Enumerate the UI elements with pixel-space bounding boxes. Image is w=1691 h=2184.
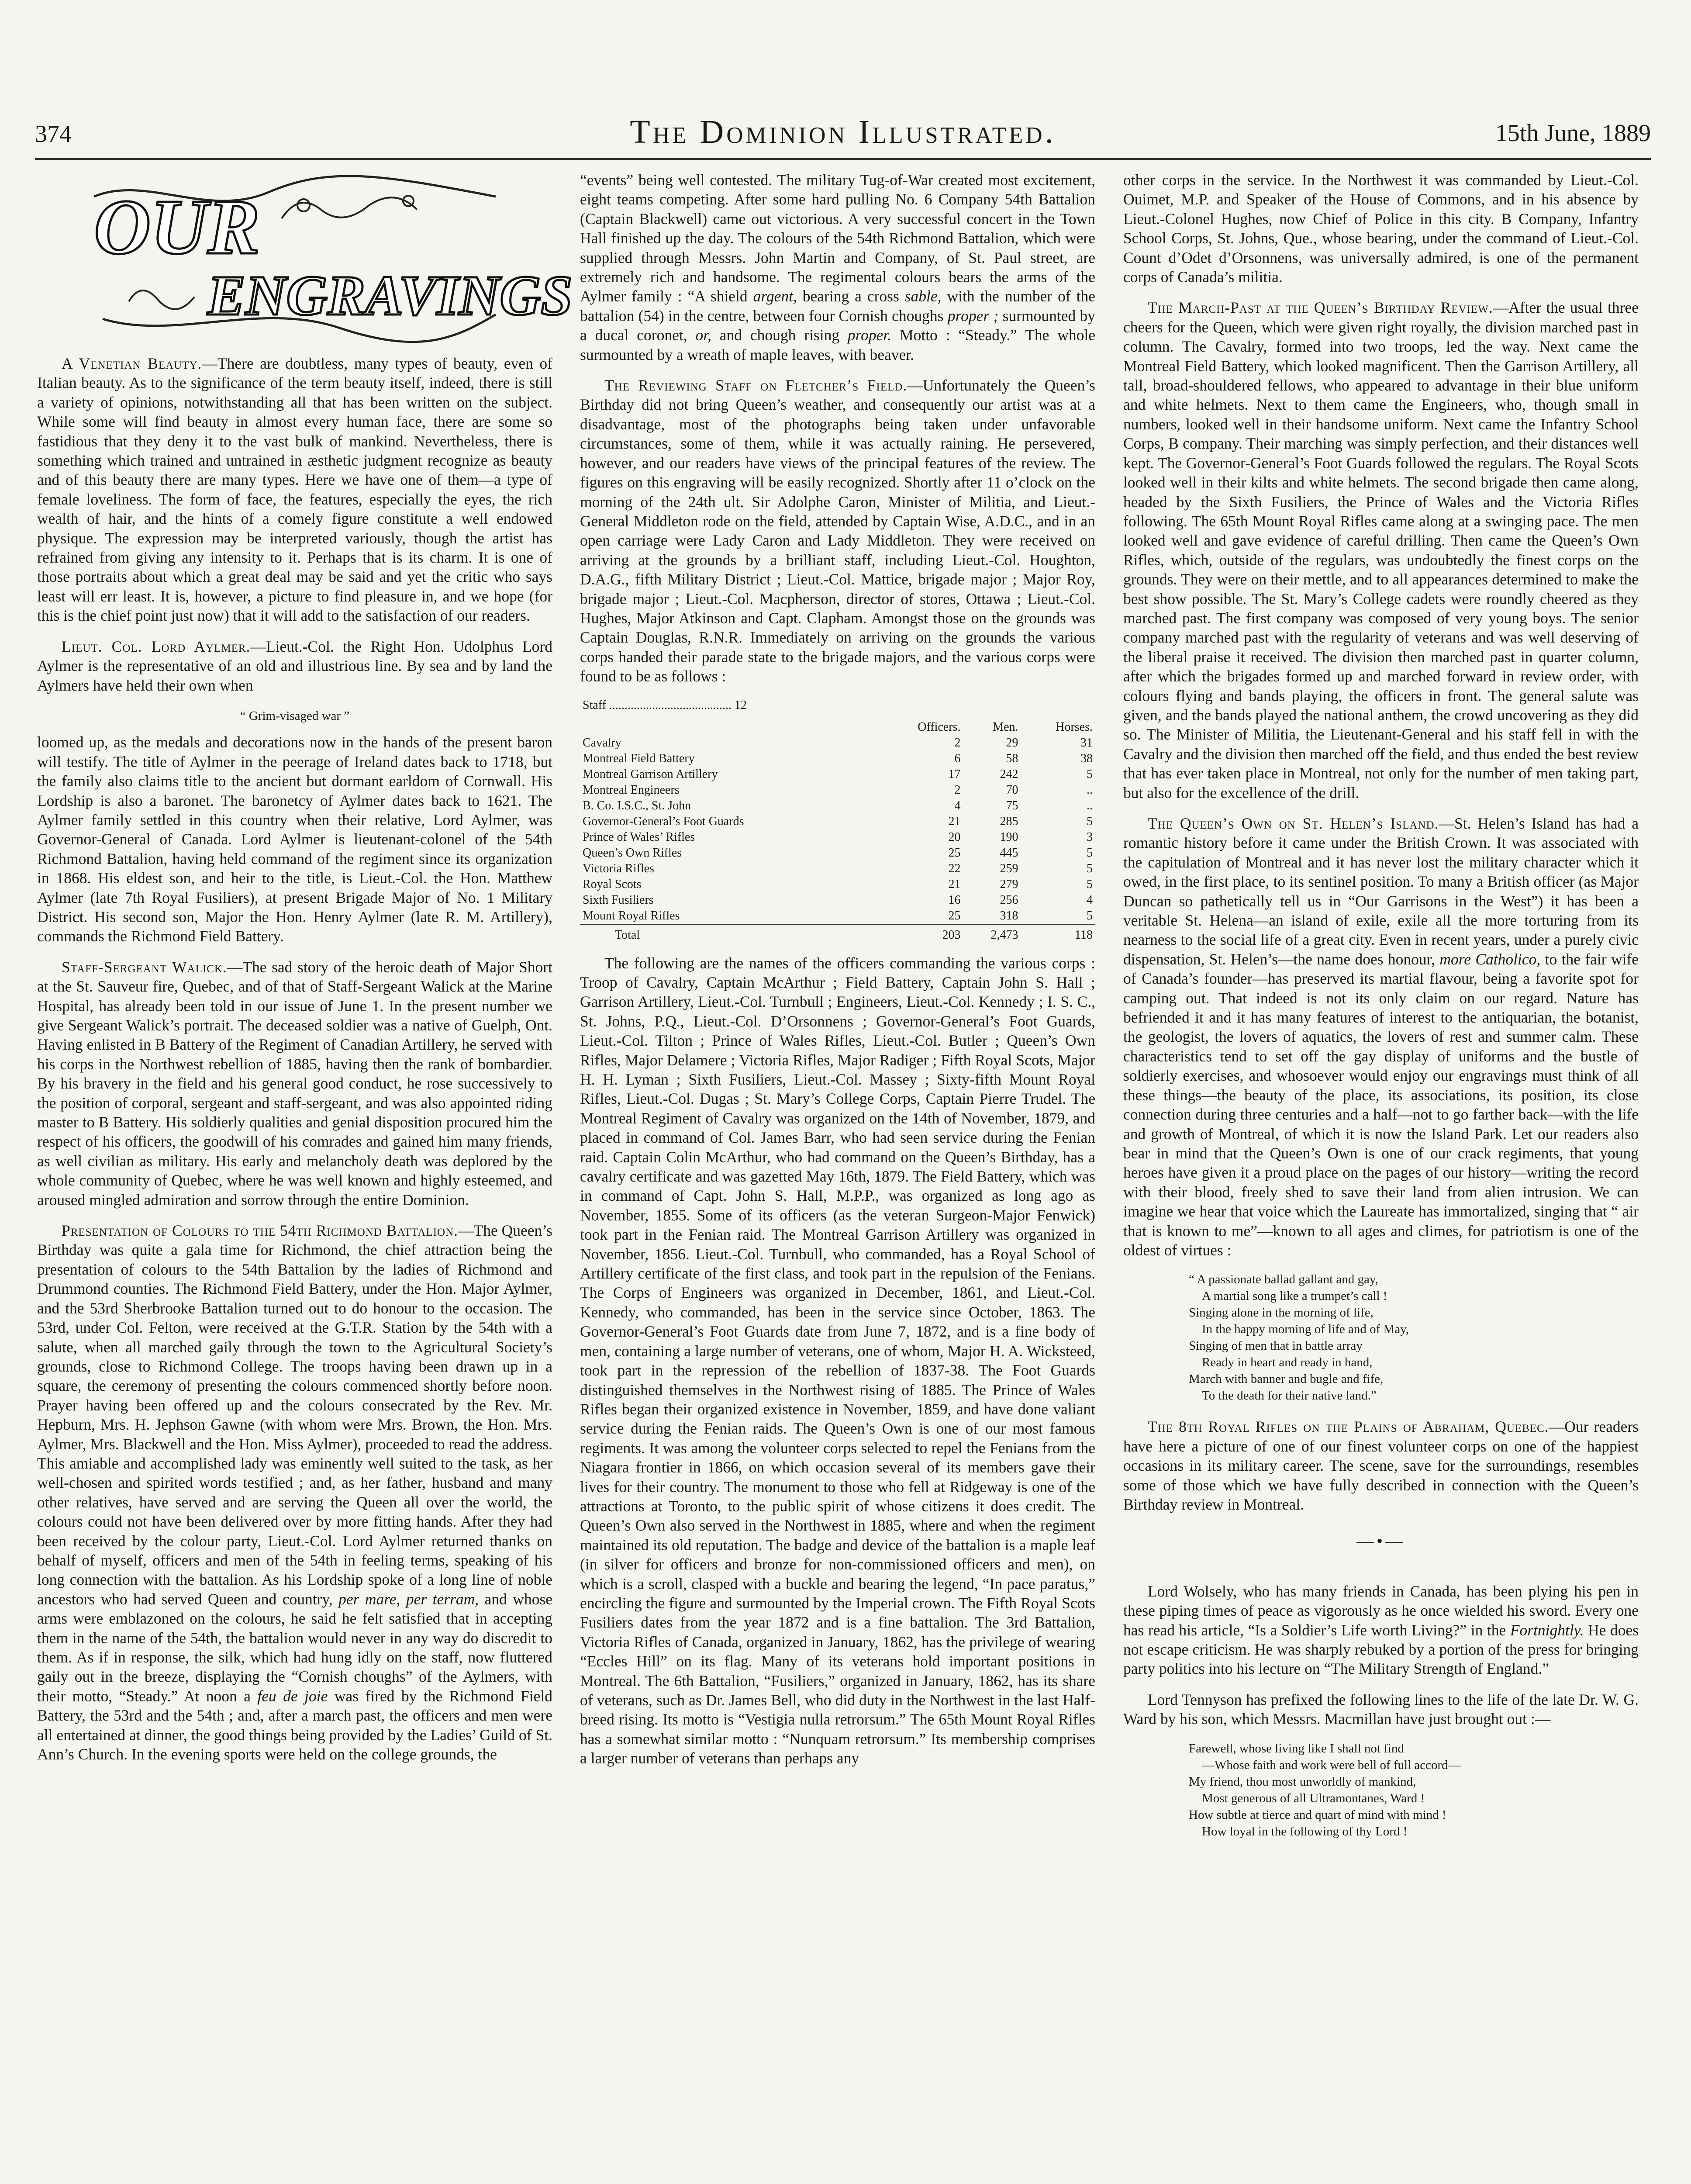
table-row: Prince of Wales’ Rifles 20 190 3 bbox=[583, 830, 1093, 844]
article-venetian-beauty: A Venetian Beauty.—There are doubtless, many types of beauty, even of Italian beauty. As to the significance of the term beauty itself, indeed, there is still a variety of opinions, notwithstanding all that has been written on the subject. While some will find beauty in almost every human face, there are some so fastidious that they deny it to the vast bulk of mankind. Nevertheless, there is something which trained and untrained in æsthetic judgment recognize as beauty and of this beauty there are many types. Here we have one of them—a type of female loveliness. The form of face, the features, especially the eyes, the rich wealth of hair, and the hints of a comely figure constitute a well endowed physique. The expression may be interpreted variously, though the artist has refrained from giving any intensity to it. Perhaps that is its charm. It is one of those portraits about which a great deal may be said and yet the critic who says least will err least. It is, however, a picture to find pleasure in, and we hope (for this is the chief point just now) that it will add to the satisfaction of our readers. bbox=[37, 355, 552, 625]
parade-state-table bbox=[580, 698, 1095, 943]
section-separator: —•— bbox=[1356, 1531, 1405, 1551]
table-header: Officers. bbox=[918, 720, 961, 734]
table-row: Governor-General’s Foot Guards 21 285 5 bbox=[583, 814, 1093, 828]
table-row: Royal Scots 21 279 5 bbox=[583, 877, 1093, 891]
article-queens-own-st-helens: The Queen’s Own on St. Helen’s Island.—St. Helen’s Island has had a romantic history before it came under the British Crown. It was associated with the capitulation of Montreal and it has never lost the military character which it owed, in the first place, to its sentinel position. To many a British officer (as Major Duncan so pathetically tell us in “Our Garrisons in the West”) it has been a veritable St. Helena—an island of exile, exile all the more torturing from its nearness to the social life of a great city. Even in recent years, under a purely civic dispensation, St. Helen’s—the name does honour, more Catholico, to the fair wife of Canada’s founder—has preserved its martial flavour, being a favorite spot for camping out. That indeed is not its only claim on our regard. Nature has befriended it and it has many features of interest to the antiquarian, the botanist, the geologist, the lovers of aquatics, the lovers of rest and summer calm. These characteristics tend to set off the gay display of uniforms and the bustle of soldierly exercises, and whosoever would enjoy our engravings must think of all these things—the beauty of the place, its associations, its position, its close connection during three centuries and a half—not to go farther back—with the life and growth of Montreal, of which it is now the Island Park. Let our readers also bear in mind that the Queen’s Own is one of our crack regiments, that young heroes have given it a proud place on the pages of our history—writing the record with their blood, freely shed to save their land from alien intrusion. We can imagine we hear that voice which the Laureate has immortalized, singing that “ air that is known to me”—known to all ages and climes, for patriotism is one of the oldest of virtues : bbox=[1123, 815, 1639, 1259]
our-engravings-header bbox=[37, 170, 573, 345]
article-commanding-officers: The following are the names of the officers commanding the various corps : Troop of Cavalry, Captain McArthur ; Field Battery, Captain John S. Hall ; Garrison Artillery, Lieut.-Col. Turnbull ; Engineers, Lieut.-Col. Kennedy ; I. S. C., St. Johns, P.Q., Lieut.-Col. D’Orsonnens ; Governor-General’s Foot Guards, Lieut.-Col. Tilton ; Prince of Wales Rifles, Lieut.-Col. Butler ; Queen’s Own Rifles, Major Delamere ; Victoria Rifles, Major Radiger ; Fifth Royal Scots, Major H. H. Lyman ; Sixth Fusiliers, Lieut.-Col. Massey ; Sixty-fifth Mount Royal Rifles, Lieut.-Col. Dugas ; St. Mary’s College Corps, Captain Pierre Trudel. The Montreal Regiment of Cavalry was organized on the 14th of November, 1879, and placed in command of Col. James Barr, who had seen service during the Fenian raid. Captain Colin McArthur, who had command on the Queen’s Birthday, has a cavalry certificate and was gazetted May 16th, 1879. The Field Battery, which was in command of Capt. John S. Hall, M.P.P., was organized as long ago as November, 1855. Some of its officers (as the veteran Surgeon-Major Fenwick) took part in the Fenian raid. The Montreal Garrison Artillery was organized in November, 1856. Lieut.-Col. Turnbull, who commanded, has a Royal School of Artillery certificate of the first class, and took part in the repulsion of the Fenians. The Corps of Engineers was organized in December, 1861, and Lieut.-Col. Kennedy, who commanded, has been in the service since October, 1863. The Governor-General’s Foot Guards date from June 7, 1872, and is a fine body of men, containing a large number of veterans, one of whom, Major H. A. Wicksteed, took part in the repression of the rebellion of 1837-38. The Foot Guards distinguished themselves in the Northwest rising of 1885. The Prince of Wales Rifles began their organized existence in November, 1859, and have done valiant service during the Fenian raids. The Queen’s Own is one of our most famous regiments. It was among the volunteer corps selected to repel the Fenians from the Niagara frontier in 1866, on which occasion several of its members gave their lives for their country. The monument to those who fell at Ridgeway is one of the attractions at Toronto, to the public spirit of whose citizens it does credit. The Queen’s Own also served in the Northwest in 1885, where and when the regiment maintained its old reputation. The badge and device of the battalion is a maple leaf (in silver for officers and bronze for non-commissioned officers and men), on which is a scroll, clasped with a buckle and bearing the legend, “In pace paratus,” encircling the figure and surmounted by the Imperial crown. The Fifth Royal Scots Fusiliers dates from the year 1872 and is a fine battalion. The 3rd Battalion, Victoria Rifles of Canada, organized in January, 1862, has the privilege of wearing “Eccles Hill” on its flag. Many of its veterans hold important positions in Montreal. The 6th Battalion, “Fusiliers,” organized in January, 1862, has its share of veterans, such as Dr. James Bell, who did duty in the Northwest in the last Half-breed rising. Its motto is “Vestigia nulla retrorsum.” The 65th Mount Royal Rifles has a somewhat similar motto : “Nunquam retrorsum.” Its membership comprises a larger number of veterans than perhaps any bbox=[580, 954, 1095, 1767]
decorative-flourish-icon bbox=[76, 170, 573, 345]
table-row: B. Co. I.S.C., St. John 4 75 .. bbox=[583, 798, 1093, 812]
table-header-row bbox=[580, 719, 1095, 735]
publication-title: The Dominion Illustrated. bbox=[630, 114, 1056, 150]
table-row: Victoria Rifles 22 259 5 bbox=[583, 861, 1093, 875]
article-march-past: The March-Past at the Queen’s Birthday Review.—After the usual three cheers for the Queen, which were given right royally, the division marched past in column. The Cavalry, formed into two troops, led the way. Next came the Montreal Field Battery, which looked magnificent. Then the Garrison Artillery, all tall, broad-shouldered fellows, who appeared to advantage in their blue uniform and white helmets. Next to them came the Engineers, who, though small in numbers, looked well in their handsome uniform. Next came the Infantry School Corps, B company. Their marching was simply perfection, and their distances well kept. The Governor-General’s Foot Guards followed the regulars. The Royal Scots looked well in their kilts and white helmets. The second brigade then came along, headed by the Sixth Fusiliers, the Prince of Wales and the Victoria Rifles following. The 65th Mount Royal Rifles came along at a swinging pace. The men looked well and gave evidence of careful drilling. Then came the Queen’s Own Rifles, which, outside of the regulars, was undoubtedly the finest corps on the grounds. They were on their mettle, and to all appearances determined to make the best show possible. The St. Mary’s College cadets were roundly cheered as they marched past. The first company was composed of very young boys. The senior company marched past with the regularity of veterans and was well deserving of the liberal praise it received. The division then marched past in quarter column, after which the brigades formed up and marched forward in review order, with colours flying and bands playing, the officers in front. The general salute was given, and the bands played the national anthem, the crowd uncovering as they did so. The Minister of Militia, the Lieutenant-General and his staff fell in with the Cavalry and the division then marched off the field, and thus ended the best review that has ever taken place in Montreal, not only for the number of men taking part, but also for the excellence of the drill. bbox=[1123, 299, 1639, 802]
poem-passionate-ballad: “ A passionate ballad gallant and gay, A martial song like a trumpet’s call ! Singing alone in the morning of life, In the happy morning of life and of May, Singing of men that in battle array Ready in heart and ready in hand, March with banner and bugle and fife, To the death for their native land.” bbox=[1189, 1272, 1409, 1403]
table-cell: Staff ........................................ 12 bbox=[583, 698, 747, 712]
table-row: Montreal Engineers 2 70 .. bbox=[583, 783, 1093, 797]
article-colours-cont: “events” being well contested. The military Tug-of-War created most excitement, eight teams competing. After some hard pulling No. 6 Company 54th Battalion (Captain Blackwell) came out victorious. A very successful concert in the Town Hall finished up the day. The colours of the 54th Richmond Battalion, which were supplied through Messrs. John Martin and Company, of St. Paul street, are extremely rich and handsome. The regimental colours bears the arms of the Aylmer family : “A shield argent, bearing a cross sable, with the number of the battalion (54) in the centre, between four Cornish choughs proper ; surmounted by a ducal coronet, or, and chough rising proper. Motto : “Steady.” The whole surmounted by a wreath of maple leaves, with beaver. bbox=[580, 171, 1096, 363]
issue-date: 15th June, 1889 bbox=[1495, 120, 1651, 147]
table-row: Queen’s Own Rifles 25 445 5 bbox=[583, 846, 1093, 860]
masthead-rule bbox=[35, 158, 1651, 160]
note-lord-tennyson: Lord Tennyson has prefixed the following lines to the life of the late Dr. W. G. Ward by his son, which Messrs. Macmillan have just brought out :— bbox=[1123, 1690, 1639, 1728]
column-1 bbox=[37, 170, 573, 2184]
article-reviewing-staff: The Reviewing Staff on Fletcher’s Field.—Unfortunately the Queen’s Birthday did not bring Queen’s weather, and consequently our artist was at a disadvantage, most of the photographs being taken under unfavorable circumstances, some of them, while it was actually raining. He persevered, however, and our readers have views of the principal features of the review. The figures on this engraving will be easily recognized. Shortly after 11 o’clock on the morning of the 24th ult. Sir Adolphe Caron, Minister of Militia, and Lieut.-General Middleton rode on the field, attended by Captain Wise, A.D.C., and in an open carriage were Lady Caron and Lady Middleton. They were received on arriving at the grounds by a brilliant staff, including Lieut.-Col. Houghton, D.A.G., fifth Military District ; Lieut.-Col. Mattice, brigade major ; Major Roy, brigade major ; Lieut.-Col. Macpherson, director of stores, Ottawa ; Lieut.-Col. Hughes, Major Atkinson and Capt. Clapham. Amongst those on the grounds was Captain Douglas, R.N.R. Immediately on arriving on the grounds the various corps handed their parade state to the brigade majors, and the various corps were found to be as follows : bbox=[580, 377, 1095, 685]
article-reviewing-staff-cont: other corps in the service. In the Northwest it was commanded by Lieut.-Col. Ouimet, M.P. and Speaker of the House of Commons, and in his absence by Lieut.-Colonel Hughes, now Chief of Police in this city. B Company, Infantry School Corps, St. Johns, Que., whose bearing, under the command of Lieut.-Col. Count d’Odet d’Orsonnens, was universally admired, is one of the permanent corps of Canada’s militia. bbox=[1123, 171, 1639, 286]
poem-tennyson-farewell: Farewell, whose living like I shall not find —Whose faith and work were bell of full accord— My friend, thou most unworldly of mankind, Most generous of all Ultramontanes, Ward ! How subtle at tierce and quart of mind with mind ! How loyal in the following of thy Lord ! bbox=[1189, 1741, 1461, 1838]
table-row: Montreal Field Battery 6 58 38 bbox=[583, 751, 1093, 765]
note-lord-wolsely: Lord Wolsely, who has many friends in Canada, has been plying his pen in these piping times of peace as vigorously as he once wielded his sword. Every one has read his article, “Is a Soldier’s Life worth Living?” in the Fortnightly. He does not escape criticism. He was sharply rebuked by a portion of the press for bringing party politics into his lecture on “The Military Strength of England.” bbox=[1123, 1582, 1639, 1678]
quote-grim-visaged-war: “ Grim-visaged war ” bbox=[240, 708, 350, 723]
page-number: 374 bbox=[35, 121, 72, 148]
table-row: Mount Royal Rifles 25 318 5 bbox=[583, 909, 1093, 923]
header-word-our: OUR bbox=[94, 183, 260, 270]
article-lord-aylmer: Lieut. Col. Lord Aylmer.—Lieut.-Col. the Right Hon. Udolphus Lord Aylmer is the representative of an old and illustrious line. By sea and by land the Aylmers have held their own when bbox=[37, 637, 552, 694]
table-row-total: Total 203 2,473 118 bbox=[580, 924, 1095, 943]
article-presentation-of-colours: Presentation of Colours to the 54th Richmond Battalion.—The Queen’s Birthday was quite a gala time for Richmond, the chief attraction being the presentation of colours to the 54th Battalion by the ladies of Richmond and Drummond counties. The Richmond Field Battery, under the Hon. Major Aylmer, and the 53rd Sherbrooke Battalion turned out to do honour to the occasion. The 53rd, under Col. Felton, were received at the G.T.R. Station by the 54th with a salute, when all marched gaily through the town to the Agricultural Society’s grounds, close to Richmond College. The troops having been drawn up in a square, the ceremony of presenting the colours commenced shortly before noon. Prayer having been offered up and the colours consecrated by the Rev. Mr. Hepburn, Mrs. H. Jephson Gawne (with whom were Mrs. Brown, the Hon. Mrs. Aylmer, Mrs. Blackwell and the Hon. Miss Aylmer), proceeded to read the address. This amiable and accomplished lady was eminently well suited to the task, as her well-chosen and spirited words testified ; and, as her father, husband and many other relatives, have served and are serving the Queen all over the world, the colours could not have been delivered over by more fitting hands. After they had been received by the colour party, Lieut.-Col. Lord Aylmer returned thanks on behalf of myself, officers and men of the 54th in feeling terms, speaking of his long connection with the battalion. As his Lordship spoke of a long line of noble ancestors who had served Queen and country, per mare, per terram, and whose arms were emblazoned on the colours, he said he felt satisfied that in accepting them in the name of the 54th, the battalion would never in any way do discredit to them. As if in response, the silk, which had hung idly on the staff, now fluttered gaily out in the breeze, displaying the “Cornish choughs” of the Aylmers, with their motto, “Steady.” At noon a feu de joie was fired by the Richmond Field Battery, the 53rd and the 54th ; and, after a march past, the officers and men were all entertained at dinner, the good things being provided by the Ladies’ Guild of St. Ann’s Church. In the evening sports were held on the college grounds, the bbox=[37, 1222, 553, 1763]
header-word-engravings: ENGRAVINGS bbox=[207, 264, 573, 327]
table-header bbox=[580, 719, 878, 735]
article-lord-aylmer-cont: loomed up, as the medals and decorations now in the hands of the present baron will testify. The title of Aylmer in the peerage of Ireland dates back to 1718, but the family also claims title to the ancient but dormant earldom of Cornwall. His Lordship is also a baronet. The baronetcy of Aylmer dates back to 1621. The Aylmer family settled in this country when their relative, Lord Aylmer, was Governor-General of Canada. Lord Aylmer is lieutenant-colonel of the 54th Richmond Battalion, having held command of the regiment since its organization in 1868. His eldest son, and heir to the title, is Lieut.-Col. the Hon. Matthew Aylmer (late 7th Royal Fusiliers), at present Brigade Major of No. 1 Military District. His second son, Major the Hon. Henry Aylmer (late R. M. Artillery), commands the Richmond Field Battery. bbox=[37, 733, 552, 945]
column-3 bbox=[1123, 170, 1639, 2184]
masthead bbox=[35, 107, 1651, 155]
article-staff-sergeant-walick: Staff-Sergeant Walick.—The sad story of the heroic death of Major Short at the St. Sauveur fire, Quebec, and of that of Staff-Sergeant Walick at the Marine Hospital, has already been told in our issue of June 1. In the present number we give Sergeant Walick’s portrait. The deceased soldier was a native of Guelph, Ont. Having enlisted in B Battery of the Regiment of Canadian Artillery, he served with his corps in the Northwest rebellion of 1885, having then the rank of bombardier. By his bravery in the field and his general good conduct, he rose successively to the position of corporal, sergeant and staff-sergeant, and was also appointed riding master to B Battery. His soldierly qualities and genial disposition procured him the respect of his officers, the goodwill of his comrades and gained him many friends, as well civilian as military. His early and melancholy death was deplored by the whole community of Quebec, where he was well known and highly esteemed, and aroused mingled admiration and sorrow through the entire Dominion. bbox=[37, 958, 552, 1209]
table-row-staff bbox=[580, 698, 1095, 719]
table-header: Men. bbox=[993, 720, 1018, 734]
table-row: Cavalry 2 29 31 bbox=[583, 736, 1093, 750]
table-header: Horses. bbox=[1056, 720, 1093, 734]
table-row: Sixth Fusiliers 16 256 4 bbox=[583, 893, 1093, 907]
article-8th-royal-rifles: The 8th Royal Rifles on the Plains of Abraham, Quebec.—Our readers have here a picture of one of our finest volunteer corps on one of the happiest occasions in its military career. The scene, save for the surroundings, resembles some of those which we have fully described in connection with the Queen’s Birthday review in Montreal. bbox=[1123, 1418, 1639, 1513]
table-row: Montreal Garrison Artillery 17 242 5 bbox=[583, 767, 1093, 781]
column-2 bbox=[580, 170, 1095, 2184]
